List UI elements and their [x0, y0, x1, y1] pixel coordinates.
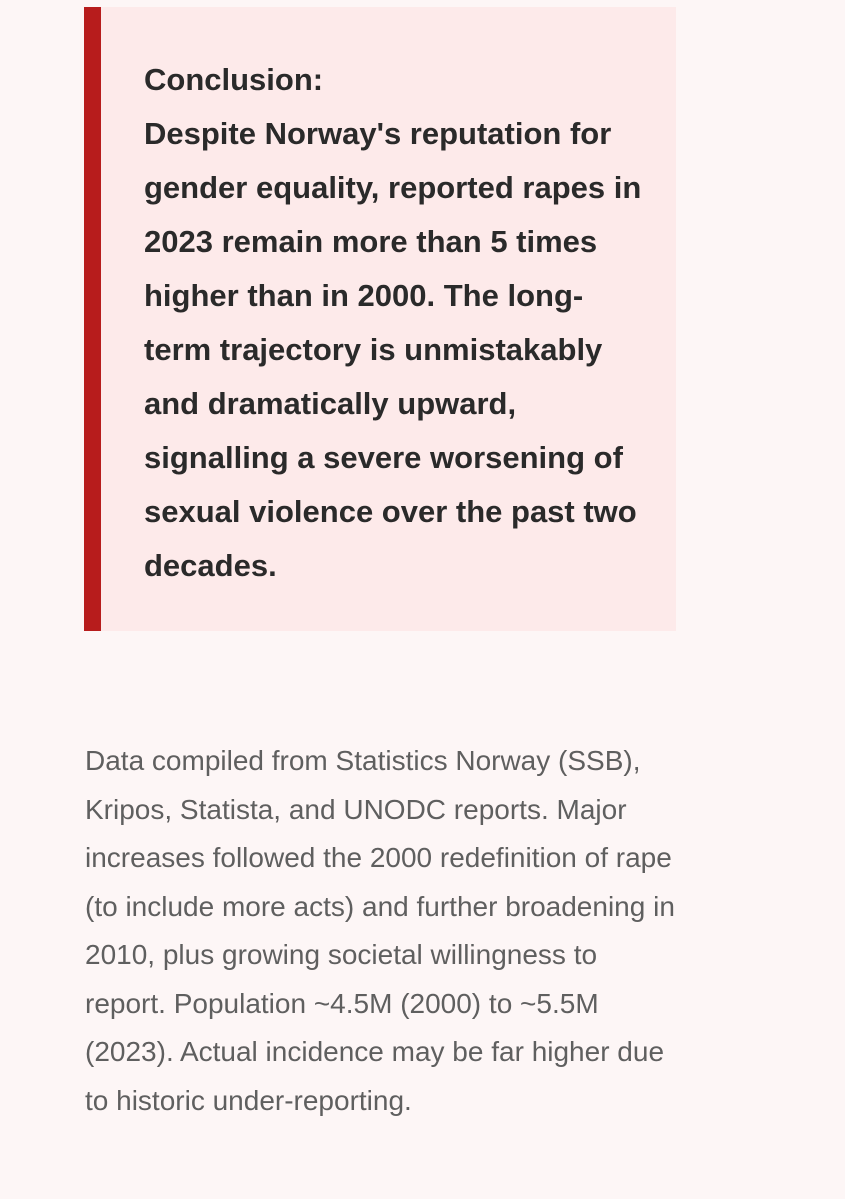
conclusion-body-start: Despite Norway's reputation for gender equality, reported rapes in 2023 remain [144, 116, 642, 259]
conclusion-emphasis: more than 5 times higher [144, 224, 598, 313]
conclusion-callout [84, 7, 676, 631]
conclusion-body [144, 107, 644, 593]
callout-accent-bar [84, 7, 101, 631]
conclusion-heading: Conclusion: [144, 62, 324, 97]
source-note: Data compiled from Statistics Norway (SSB), Kripos, Statista, and UNODC reports. Major increases followed the 2000 redefinition of rape (to include more acts) and further broadening in 2010, plus growing societal willingness to report. Population ~4.5M (2000) to ~5.5M (2023). Actual incidence may be far higher due to historic under-reporting. [85, 745, 675, 1116]
conclusion-body-end: than in 2000. The long-term trajectory is unmistakably and dramatically upward, signalling a severe worsening of sexual violence over the past two decades. [144, 278, 637, 583]
conclusion-content [144, 53, 644, 593]
